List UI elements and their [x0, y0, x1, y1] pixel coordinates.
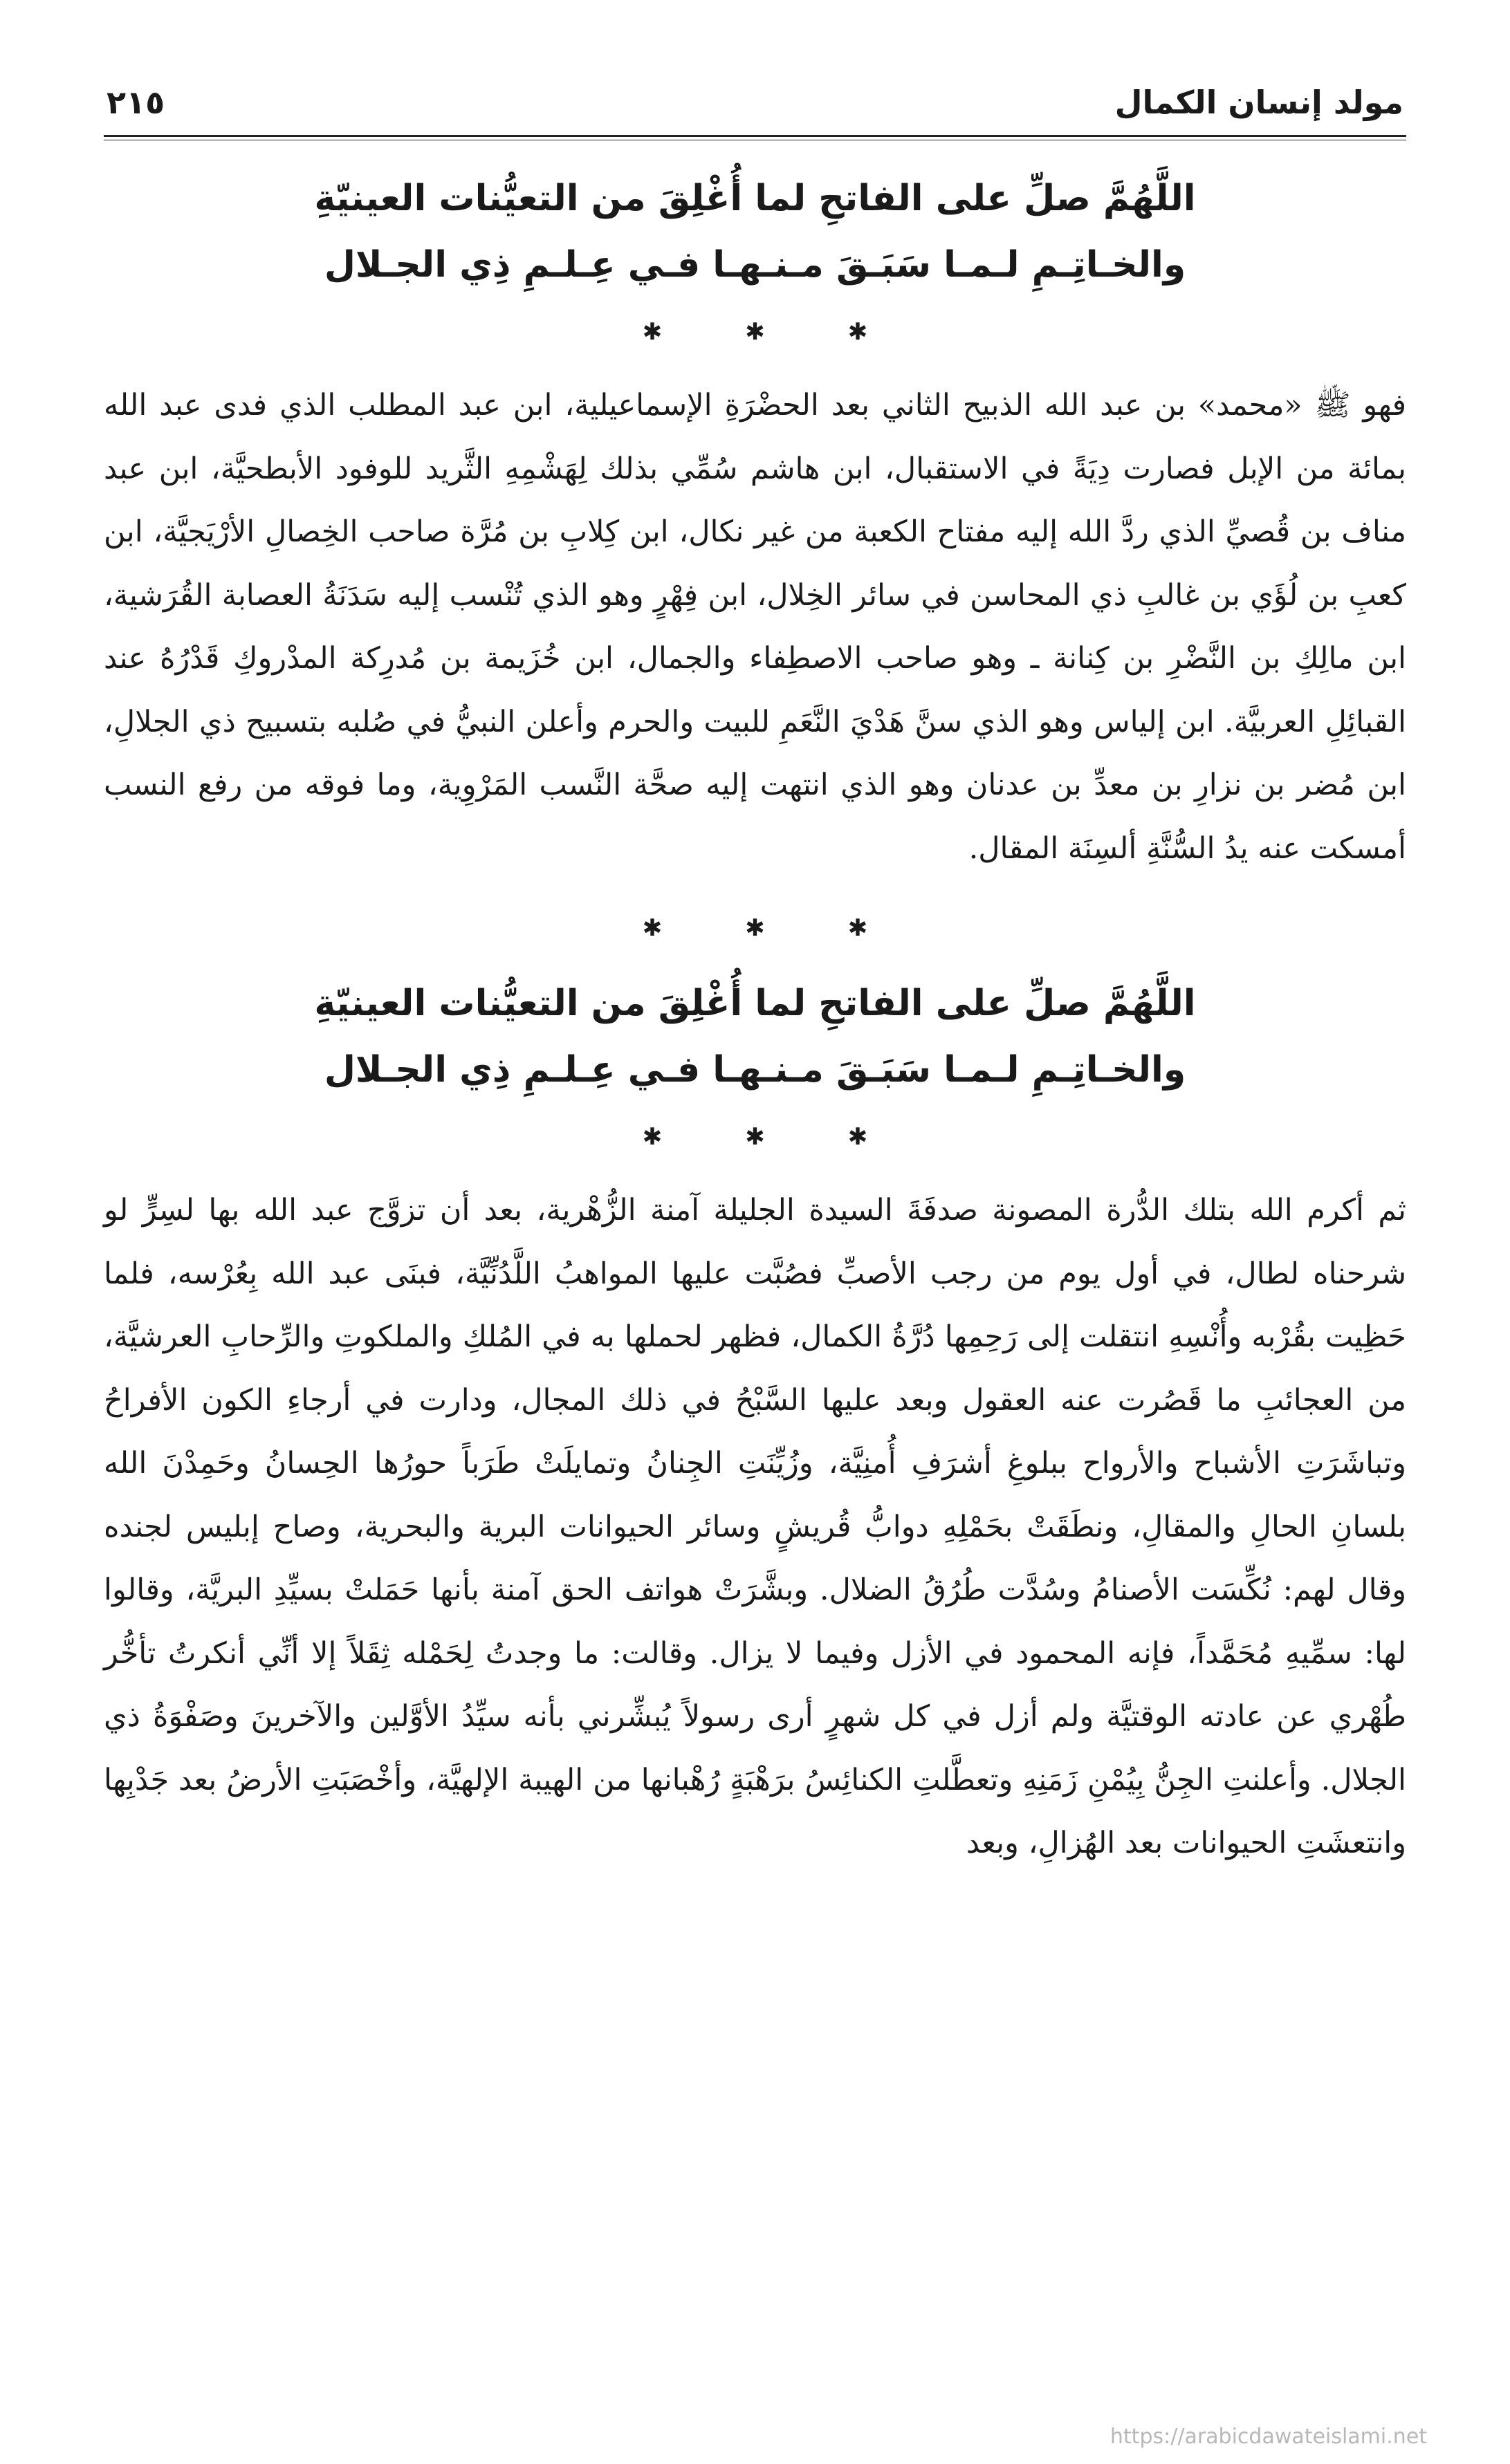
source-watermark: https://arabicdawateislami.net	[1110, 2425, 1427, 2449]
paragraph-birth	[104, 1179, 1406, 1875]
star-icon: ✱	[745, 914, 765, 942]
prayer-block-1	[104, 165, 1406, 298]
page-number: ٢١٥	[107, 84, 165, 121]
running-header	[104, 66, 1406, 121]
star-icon: ✱	[847, 1123, 868, 1151]
star-icon: ✱	[847, 914, 868, 942]
header-rule	[104, 135, 1406, 140]
star-icon: ✱	[642, 318, 663, 346]
prayer-line-2: والخـاتِـمِ لـمـا سَبَـقَ مـنـهـا فـي عِـلـمِ ذِي الجـلال	[324, 244, 1186, 286]
star-icon: ✱	[642, 914, 663, 942]
star-separator	[104, 1113, 1406, 1161]
header-title: مولد إنسان الكمال	[1114, 84, 1403, 121]
star-separator	[104, 904, 1406, 952]
paragraph-text: ثم أكرم الله بتلك الدُّرة المصونة صدفَةَ السيدة الجليلة آمنة الزُّهْرية، بعد أن تزوَّج عبد الله بها لسِرٍّ لو شرحناه لطال، في أول يوم من رجب الأصبِّ فصُبَّت عليها المواهبُ اللَّدُنِّيَّة، فبنَى عبد الله بِعُرْسه، فلما حَظِيت بقُرْبه وأُنْسِهِ انتقلت إلى رَحِمِها دُرَّةُ الكمال، فظهر لحملها به في المُلكِ والملكوتِ والرِّحابِ العرشيَّة، من العجائبِ ما قَصُرت عنه العقول وبعد عليها السَّبْحُ في ذلك المجال، ودارت في أرجاءِ الكون الأفراحُ وتباشَرَتِ الأشباح والأرواح ببلوغِ أشرَفِ أُمنِيَّة، وزُيِّنَتِ الجِنانُ وتمايلَتْ طَرَباً حورُها الحِسانُ وحَمِدْنَ الله بلسانِ الحالِ والمقالِ، ونطَقَتْ بحَمْلِهِ دوابُّ قُريشٍ وسائر الحيوانات البرية والبحرية، وصاح إبليس لجنده وقال لهم: نُكِّسَت الأصنامُ وسُدَّت طُرُقُ الضلال. وبشَّرَتْ هواتف الحق آمنة بأنها حَمَلتْ بسيِّدِ البريَّة، وقالوا لها: سمِّيهِ مُحَمَّداً، فإنه المحمود في الأزل وفيما لا يزال. وقالت: ما وجدتُ لِحَمْله ثِقَلاً إلا أنِّي أنكرتُ تأخُّر طُهْري عن عادته الوقتيَّة ولم أزل في كل شهرٍ أرى رسولاً يُبشِّرني بأنه سيِّدُ الأوَّلين والآخرينَ وصَفْوَةُ ذي الجلال. وأعلنتِ الجِنُّ بِيُمْنِ زَمَنِهِ وتعطَّلتِ الكنائِسُ برَهْبَةٍ رُهْبانها من الهيبة الإلهيَّة، وأخْصَبَتِ الأرضُ بعد جَدْبِها وانتعشَتِ الحيوانات بعد الهُزالِ، وبعد	[104, 1193, 1406, 1860]
star-icon: ✱	[745, 318, 765, 346]
star-icon: ✱	[642, 1123, 663, 1151]
star-icon: ✱	[745, 1123, 765, 1151]
star-icon: ✱	[847, 318, 868, 346]
paragraph-lineage	[104, 374, 1406, 880]
star-separator	[104, 308, 1406, 356]
prayer-block-2	[104, 970, 1406, 1103]
paragraph-text: فهو ﷺ «محمد» بن عبد الله الذبيح الثاني بعد الحضْرَةِ الإسماعيلية، ابن عبد المطلب الذي فدى عبد الله بمائة من الإبل فصارت دِيَةً في الاستقبال، ابن هاشم سُمِّي بذلك لِهَشْمِهِ الثَّريد للوفود الأبطحيَّة، ابن عبد مناف بن قُصيِّ الذي ردَّ الله إليه مفتاح الكعبة من غير نكال، ابن كِلابِ بن مُرَّة صاحب الخِصالِ الأرْيَجيَّة، ابن كعبِ بن لُؤَي بن غالبِ ذي المحاسن في سائر الخِلال، ابن فِهْرٍ وهو الذي تُنْسب إليه سَدَنَةُ العصابة القُرَشية، ابن مالِكِ بن النَّضْرِ بن كِنانة ـ وهو صاحب الاصطِفاء والجمال، ابن خُزَيمة بن مُدرِكة المدْروكِ قَدْرُهُ عند القبائِلِ العربيَّة. ابن إلياس وهو الذي سنَّ هَدْيَ النَّعَمِ للبيت والحرم وأعلن النبيُّ في صُلبه بتسبيح ذي الجلالِ، ابن مُضر بن نزارِ بن معدِّ بن عدنان وهو الذي انتهت إليه صحَّة النَّسب المَرْوِية، وما فوقه من رفع النسب أمسكت عنه يدُ السُّنَّةِ ألسِنَة المقال.	[104, 388, 1406, 866]
book-page	[104, 66, 1406, 2403]
prayer-line-2: والخـاتِـمِ لـمـا سَبَـقَ مـنـهـا فـي عِـلـمِ ذِي الجـلال	[324, 1049, 1186, 1091]
prayer-line-1: اللَّهُمَّ صلِّ على الفاتحِ لما أُغْلِقَ من التعيُّنات العينيّةِ	[314, 178, 1196, 219]
prayer-line-1: اللَّهُمَّ صلِّ على الفاتحِ لما أُغْلِقَ من التعيُّنات العينيّةِ	[314, 983, 1196, 1024]
